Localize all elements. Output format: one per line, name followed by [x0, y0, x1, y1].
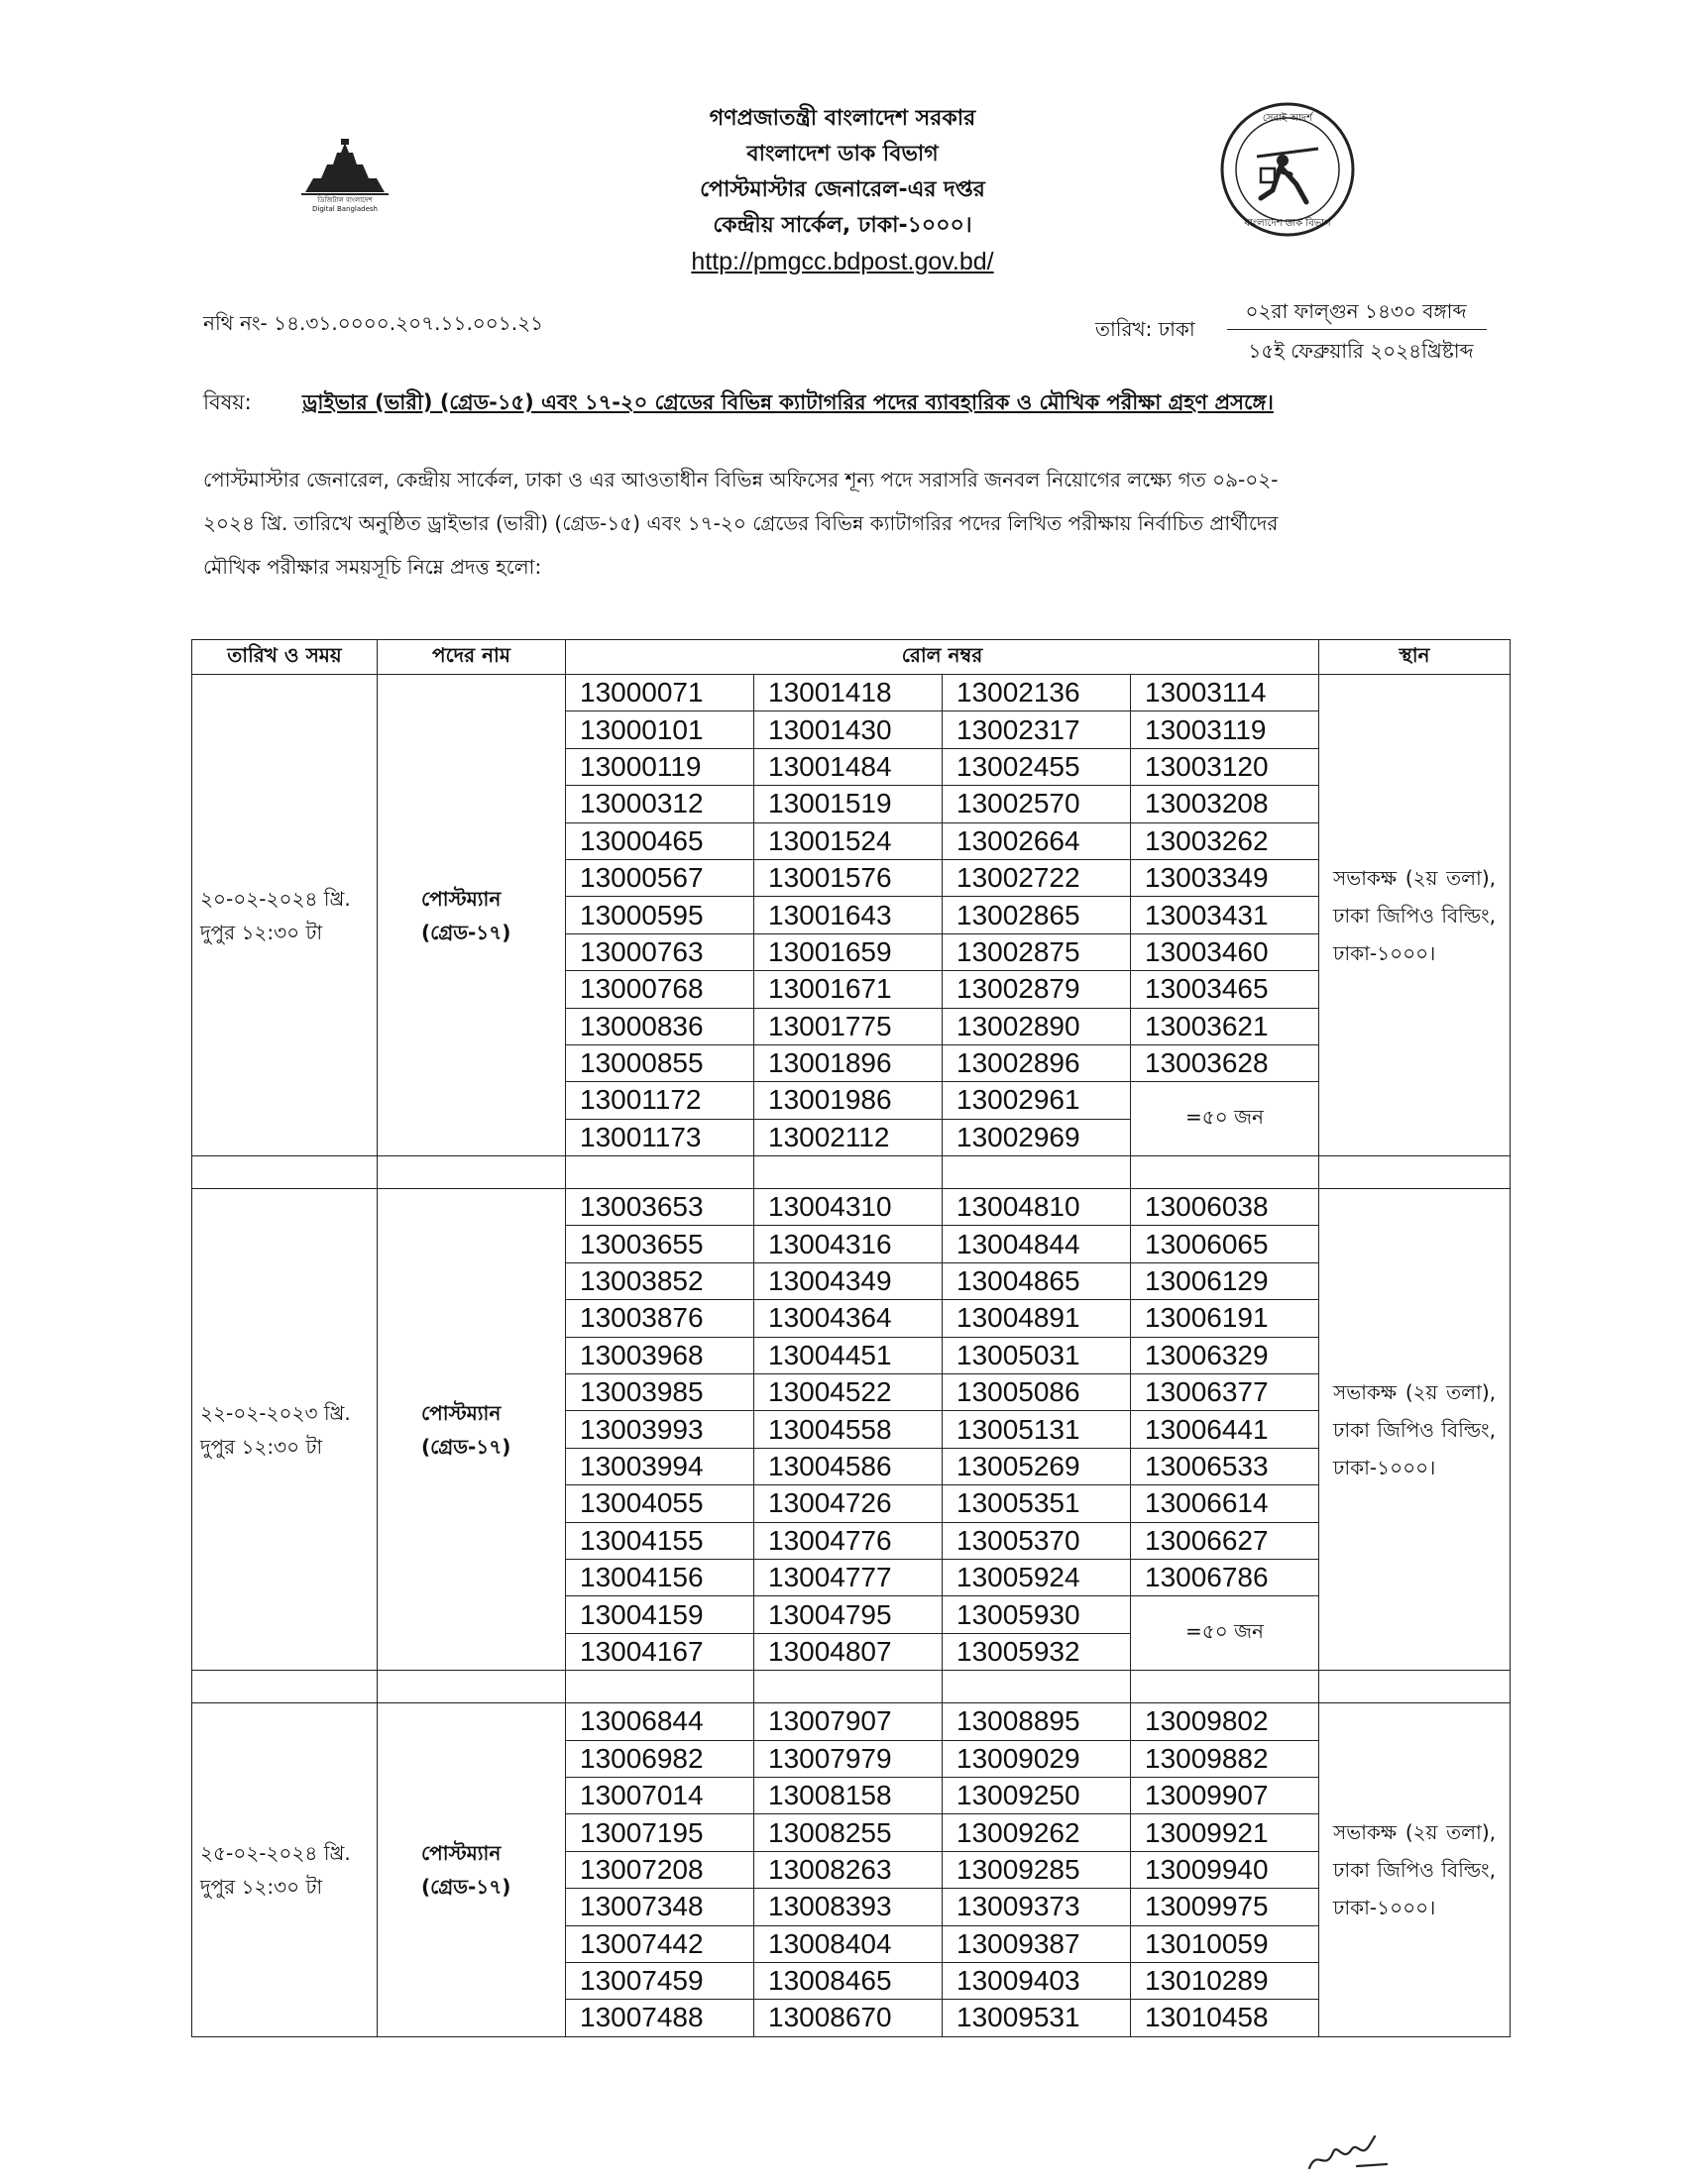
roll-number-cell: 13002455 [943, 748, 1131, 785]
roll-number-cell: 13003621 [1131, 1008, 1319, 1044]
roll-number-cell: 13006627 [1131, 1522, 1319, 1559]
table-row [192, 675, 1511, 711]
roll-number-cell: 13004777 [754, 1559, 943, 1595]
separator-cell [378, 1156, 566, 1189]
roll-number-cell: 13009387 [943, 1925, 1131, 1962]
roll-number-cell: 13004316 [754, 1226, 943, 1262]
roll-number-cell: 13005086 [943, 1374, 1131, 1411]
roll-number-cell: 13007488 [566, 2000, 754, 2036]
roll-number-cell: 13005131 [943, 1411, 1131, 1448]
schedule-post-name: পোস্টম্যান (গ্রেড-১৭) [378, 1189, 566, 1671]
roll-number-cell: 13002570 [943, 786, 1131, 822]
separator-cell [566, 1156, 754, 1189]
roll-number-cell: 13001524 [754, 822, 943, 859]
roll-number-cell: 13007979 [754, 1740, 943, 1777]
roll-number-cell: 13005930 [943, 1596, 1131, 1633]
roll-number-cell: 13004451 [754, 1337, 943, 1373]
roll-number-cell: 13009250 [943, 1777, 1131, 1813]
digital-bangladesh-logo [297, 139, 393, 218]
roll-number-cell: 13005924 [943, 1559, 1131, 1595]
roll-number-cell: 13005351 [943, 1485, 1131, 1522]
roll-number-cell: 13000312 [566, 786, 754, 822]
roll-number-cell: 13001986 [754, 1082, 943, 1119]
roll-number-cell: 13008465 [754, 1962, 943, 1999]
roll-number-cell: 13002865 [943, 897, 1131, 933]
roll-number-cell: 13001643 [754, 897, 943, 933]
roll-number-cell: 13006329 [1131, 1337, 1319, 1373]
roll-number-cell: 13001430 [754, 711, 943, 748]
roll-number-cell: 13010059 [1131, 1925, 1319, 1962]
header-roll-number: রোল নম্বর [566, 640, 1319, 675]
separator-cell [943, 1671, 1131, 1703]
subject-line [203, 386, 1274, 421]
roll-number-cell: 13005370 [943, 1522, 1131, 1559]
roll-number-cell: 13009907 [1131, 1777, 1319, 1813]
roll-number-cell: 13008404 [754, 1925, 943, 1962]
schedule-venue: সভাকক্ষ (২য় তলা), ঢাকা জিপিও বিল্ডিং, ঢাকা-১০০০। [1319, 1189, 1511, 1671]
office-name: পোস্টমাস্টার জেনারেল-এর দপ্তর [700, 177, 985, 202]
separator-cell [1319, 1671, 1511, 1703]
date-bangla: ০২রা ফাল্গুন ১৪৩০ বঙ্গাব্দ [1245, 299, 1467, 323]
roll-number-cell: 13006038 [1131, 1189, 1319, 1226]
roll-number-cell: 13004155 [566, 1522, 754, 1559]
roll-number-cell: 13003431 [1131, 897, 1319, 933]
roll-number-cell: 13003994 [566, 1448, 754, 1484]
roll-number-cell: 13000855 [566, 1044, 754, 1081]
roll-number-cell: 13001418 [754, 675, 943, 711]
separator-cell [192, 1156, 378, 1189]
roll-number-cell: 13003655 [566, 1226, 754, 1262]
separator-cell [378, 1671, 566, 1703]
roll-number-cell: 13004558 [754, 1411, 943, 1448]
roll-number-cell: 13008895 [943, 1703, 1131, 1740]
roll-number-cell: 13000763 [566, 933, 754, 970]
roll-number-cell: 13000101 [566, 711, 754, 748]
roll-number-cell: 13003968 [566, 1337, 754, 1373]
bangladesh-post-seal [1217, 99, 1358, 240]
seal-bottom-text: বাংলাদেশ ডাক বিভাগ [1244, 218, 1331, 229]
roll-number-cell: 13008158 [754, 1777, 943, 1813]
roll-number-cell: 13003349 [1131, 859, 1319, 896]
body-paragraph [203, 458, 1497, 589]
roll-number-cell: 13004364 [754, 1300, 943, 1337]
separator-cell [754, 1671, 943, 1703]
roll-number-cell: 13007348 [566, 1889, 754, 1925]
separator-cell [1319, 1156, 1511, 1189]
subject-text: ড্রাইভার (ভারী) (গ্রেড-১৫) এবং ১৭-২০ গ্রেডের বিভিন্ন ক্যাটাগরির পদের ব্যাবহারিক ও মৌখিক পরীক্ষা গ্রহণ প্রসঙ্গে। [302, 390, 1274, 414]
roll-number-cell: 13001484 [754, 748, 943, 785]
logo-caption-bn: ডিজিটাল বাংলাদেশ [317, 196, 373, 204]
roll-number-cell: 13009882 [1131, 1740, 1319, 1777]
roll-number-cell: 13009403 [943, 1962, 1131, 1999]
roll-number-cell: 13005932 [943, 1633, 1131, 1670]
roll-number-cell: 13009531 [943, 2000, 1131, 2036]
candidate-count: =৫০ জন [1131, 1082, 1319, 1156]
roll-number-cell: 13008670 [754, 2000, 943, 2036]
header-venue: স্থান [1319, 640, 1511, 675]
roll-number-cell: 13006191 [1131, 1300, 1319, 1337]
roll-number-cell: 13003208 [1131, 786, 1319, 822]
roll-number-cell: 13007195 [566, 1814, 754, 1851]
roll-number-cell: 13004167 [566, 1633, 754, 1670]
roll-number-cell: 13004844 [943, 1226, 1131, 1262]
roll-number-cell: 13009373 [943, 1889, 1131, 1925]
roll-number-cell: 13007907 [754, 1703, 943, 1740]
roll-number-cell: 13009940 [1131, 1851, 1319, 1888]
roll-number-cell: 13002875 [943, 933, 1131, 970]
roll-number-cell: 13006377 [1131, 1374, 1319, 1411]
separator-cell [1131, 1156, 1319, 1189]
signature [1303, 2129, 1393, 2180]
roll-number-cell: 13003114 [1131, 675, 1319, 711]
header-post-name: পদের নাম [378, 640, 566, 675]
header-date-time: তারিখ ও সময় [192, 640, 378, 675]
roll-number-cell: 13006441 [1131, 1411, 1319, 1448]
date-divider [1227, 329, 1487, 330]
roll-number-cell: 13000768 [566, 971, 754, 1008]
roll-number-cell: 13002969 [943, 1119, 1131, 1155]
roll-number-cell: 13001671 [754, 971, 943, 1008]
roll-number-cell: 13001896 [754, 1044, 943, 1081]
roll-number-cell: 13003653 [566, 1189, 754, 1226]
roll-number-cell: 13006065 [1131, 1226, 1319, 1262]
department-name: বাংলাদেশ ডাক বিভাগ [746, 142, 939, 166]
roll-number-cell: 13004810 [943, 1189, 1131, 1226]
roll-number-cell: 13006129 [1131, 1262, 1319, 1299]
roll-number-cell: 13006533 [1131, 1448, 1319, 1484]
roll-number-cell: 13003876 [566, 1300, 754, 1337]
block-separator-row [192, 1156, 1511, 1189]
roll-number-cell: 13003119 [1131, 711, 1319, 748]
roll-number-cell: 13002879 [943, 971, 1131, 1008]
body-line-3: মৌখিক পরীক্ষার সময়সূচি নিম্নে প্রদত্ত হলো: [203, 555, 542, 579]
roll-number-cell: 13001659 [754, 933, 943, 970]
roll-number-cell: 13004865 [943, 1262, 1131, 1299]
roll-number-cell: 13004776 [754, 1522, 943, 1559]
separator-cell [192, 1671, 378, 1703]
file-number: নথি নং- ১৪.৩১.০০০০.২০৭.১১.০০১.২১ [203, 311, 544, 335]
roll-number-cell: 13001519 [754, 786, 943, 822]
roll-number-cell: 13002112 [754, 1119, 943, 1155]
roll-number-cell: 13006614 [1131, 1485, 1319, 1522]
schedule-venue: সভাকক্ষ (২য় তলা), ঢাকা জিপিও বিল্ডিং, ঢাকা-১০০০। [1319, 675, 1511, 1156]
roll-number-cell: 13004055 [566, 1485, 754, 1522]
table-row [192, 1189, 1511, 1226]
roll-number-cell: 13009285 [943, 1851, 1131, 1888]
roll-number-cell: 13008263 [754, 1851, 943, 1888]
table-header-row [192, 640, 1511, 675]
separator-cell [566, 1671, 754, 1703]
roll-number-cell: 13001775 [754, 1008, 943, 1044]
roll-number-cell: 13003852 [566, 1262, 754, 1299]
roll-number-cell: 13008393 [754, 1889, 943, 1925]
roll-number-cell: 13001172 [566, 1082, 754, 1119]
roll-number-cell: 13005031 [943, 1337, 1131, 1373]
schedule-date-time: ২৫-০২-২০২৪ খ্রি. দুপুর ১২:৩০ টা [192, 1703, 378, 2037]
logo-caption-en: Digital Bangladesh [312, 205, 378, 213]
roll-number-cell: 13009029 [943, 1740, 1131, 1777]
roll-number-cell: 13004522 [754, 1374, 943, 1411]
roll-number-cell: 13004726 [754, 1485, 943, 1522]
roll-number-cell: 13003985 [566, 1374, 754, 1411]
roll-number-cell: 13004159 [566, 1596, 754, 1633]
roll-number-cell: 13008255 [754, 1814, 943, 1851]
roll-number-cell: 13004807 [754, 1633, 943, 1670]
roll-number-cell: 13010458 [1131, 2000, 1319, 2036]
roll-number-cell: 13009921 [1131, 1814, 1319, 1851]
roll-number-cell: 13002961 [943, 1082, 1131, 1119]
table-row [192, 1703, 1511, 1740]
roll-number-cell: 13003262 [1131, 822, 1319, 859]
roll-number-cell: 13009262 [943, 1814, 1131, 1851]
subject-label: বিষয়: [203, 390, 252, 414]
date-label: তারিখ: ঢাকা [1095, 317, 1195, 341]
office-url-link[interactable]: http://pmgcc.bdpost.gov.bd/ [691, 248, 994, 275]
interview-schedule-table [191, 639, 1511, 2037]
body-line-2: ২০২৪ খ্রি. তারিখে অনুষ্ঠিত ড্রাইভার (ভারী) (গ্রেড-১৫) এবং ১৭-২০ গ্রেডের বিভিন্ন ক্যাটাগরির পদের লিখিত পরীক্ষায় নির্বাচিত প্রার্থীদের [203, 511, 1279, 535]
schedule-post-name: পোস্টম্যান (গ্রেড-১৭) [378, 1703, 566, 2037]
roll-number-cell: 13004156 [566, 1559, 754, 1595]
roll-number-cell: 13000119 [566, 748, 754, 785]
roll-number-cell: 13003465 [1131, 971, 1319, 1008]
roll-number-cell: 13002136 [943, 675, 1131, 711]
roll-number-cell: 13010289 [1131, 1962, 1319, 1999]
roll-number-cell: 13004891 [943, 1300, 1131, 1337]
candidate-count: =৫০ জন [1131, 1596, 1319, 1671]
roll-number-cell: 13002722 [943, 859, 1131, 896]
separator-cell [754, 1156, 943, 1189]
roll-number-cell: 13002664 [943, 822, 1131, 859]
roll-number-cell: 13000836 [566, 1008, 754, 1044]
separator-cell [943, 1156, 1131, 1189]
gov-name: গণপ্রজাতন্ত্রী বাংলাদেশ সরকার [709, 106, 976, 131]
roll-number-cell: 13004795 [754, 1596, 943, 1633]
roll-number-cell: 13004586 [754, 1448, 943, 1484]
body-line-1: পোস্টমাস্টার জেনারেল, কেন্দ্রীয় সার্কেল, ঢাকা ও এর আওতাধীন বিভিন্ন অফিসের শূন্য পদে সরাসরি জনবল নিয়োগের লক্ষ্যে গত ০৯-০২- [203, 468, 1279, 491]
roll-number-cell: 13004310 [754, 1189, 943, 1226]
roll-number-cell: 13000595 [566, 897, 754, 933]
roll-number-cell: 13005269 [943, 1448, 1131, 1484]
date-gregorian: ১৫ই ফেব্রুয়ারি ২০২৪খ্রিষ্টাব্দ [1248, 339, 1474, 363]
roll-number-cell: 13003120 [1131, 748, 1319, 785]
roll-number-cell: 13003993 [566, 1411, 754, 1448]
roll-number-cell: 13007014 [566, 1777, 754, 1813]
roll-number-cell: 13007208 [566, 1851, 754, 1888]
roll-number-cell: 13004349 [754, 1262, 943, 1299]
roll-number-cell: 13006844 [566, 1703, 754, 1740]
seal-top-text: সেবাই আদর্শ [1262, 113, 1313, 124]
roll-number-cell: 13001173 [566, 1119, 754, 1155]
roll-number-cell: 13009975 [1131, 1889, 1319, 1925]
roll-number-cell: 13003460 [1131, 933, 1319, 970]
schedule-date-time: ২২-০২-২০২৩ খ্রি. দুপুর ১২:৩০ টা [192, 1189, 378, 1671]
roll-number-cell: 13009802 [1131, 1703, 1319, 1740]
schedule-venue: সভাকক্ষ (২য় তলা), ঢাকা জিপিও বিল্ডিং, ঢাকা-১০০০। [1319, 1703, 1511, 2037]
roll-number-cell: 13003628 [1131, 1044, 1319, 1081]
roll-number-cell: 13002896 [943, 1044, 1131, 1081]
roll-number-cell: 13000567 [566, 859, 754, 896]
roll-number-cell: 13006786 [1131, 1559, 1319, 1595]
roll-number-cell: 13000071 [566, 675, 754, 711]
roll-number-cell: 13002890 [943, 1008, 1131, 1044]
roll-number-cell: 13000465 [566, 822, 754, 859]
roll-number-cell: 13002317 [943, 711, 1131, 748]
schedule-date-time: ২০-০২-২০২৪ খ্রি. দুপুর ১২:৩০ টা [192, 675, 378, 1156]
roll-number-cell: 13006982 [566, 1740, 754, 1777]
schedule-post-name: পোস্টম্যান (গ্রেড-১৭) [378, 675, 566, 1156]
roll-number-cell: 13007442 [566, 1925, 754, 1962]
block-separator-row [192, 1671, 1511, 1703]
roll-number-cell: 13001576 [754, 859, 943, 896]
office-address: কেন্দ্রীয় সার্কেল, ঢাকা-১০০০। [713, 213, 972, 238]
roll-number-cell: 13007459 [566, 1962, 754, 1999]
separator-cell [1131, 1671, 1319, 1703]
